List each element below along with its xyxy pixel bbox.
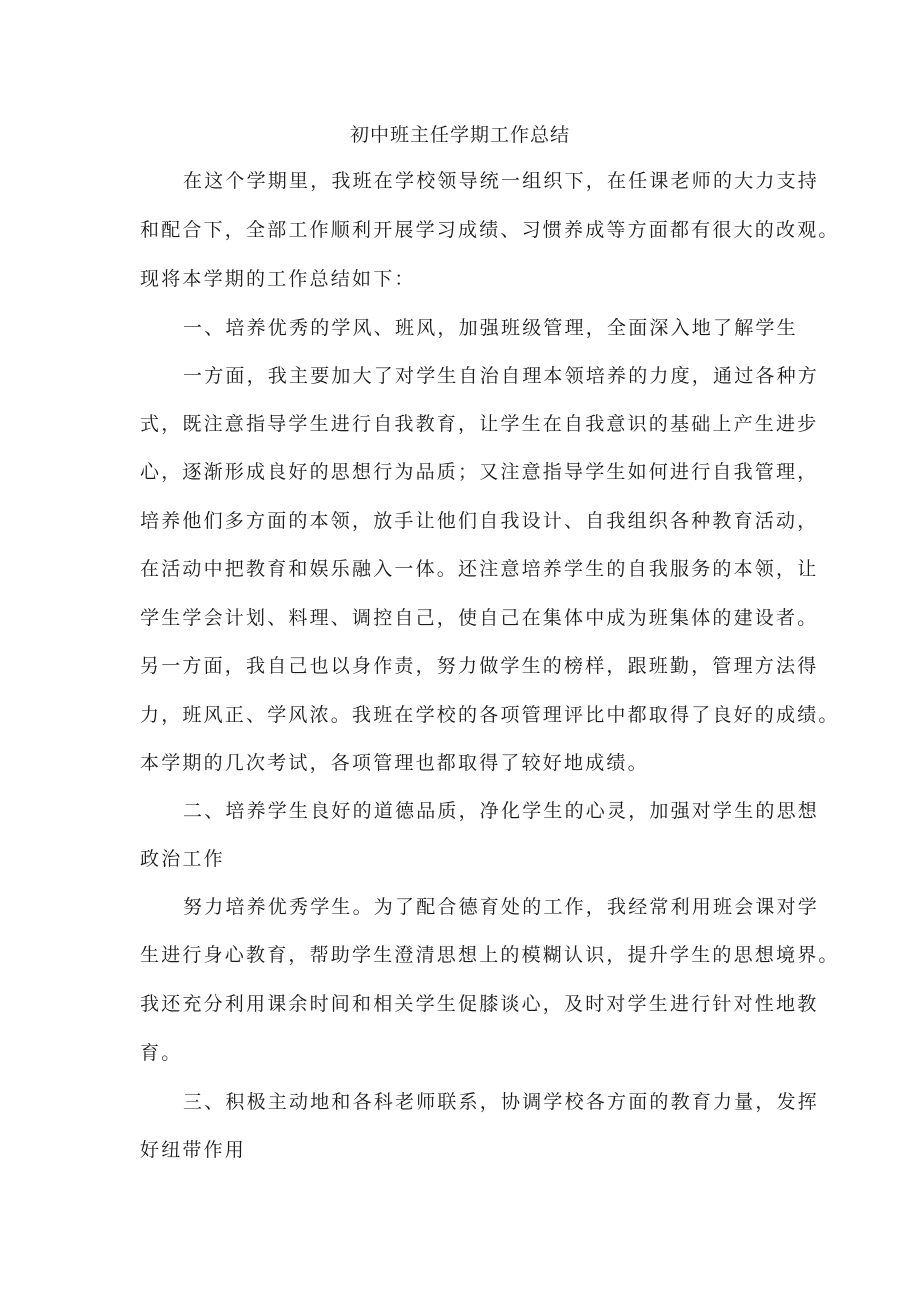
paragraph-line: 本学期的几次考试，各项管理也都取得了较好地成绩。 bbox=[140, 752, 649, 774]
paragraph-line: 力，班风正、学风浓。我班在学校的各项管理评比中都取得了良好的成绩。 bbox=[140, 704, 840, 726]
paragraph-line: 式，既注意指导学生进行自我教育，让学生在自我意识的基础上产生进步 bbox=[140, 413, 819, 435]
paragraph-line: 现将本学期的工作总结如下： bbox=[140, 268, 416, 290]
paragraph-line: 和配合下，全部工作顺利开展学习成绩、习惯养成等方面都有很大的改观。 bbox=[140, 219, 840, 241]
section-heading: 三、积极主动地和各科老师联系，协调学校各方面的教育力量，发挥 bbox=[183, 1091, 820, 1113]
section-heading: 二、培养学生良好的道德品质，净化学生的心灵，加强对学生的思想 bbox=[183, 800, 820, 822]
document-title: 初中班主任学期工作总结 bbox=[349, 124, 570, 146]
paragraph-line: 努力培养优秀学生。为了配合德育处的工作，我经常利用班会课对学 bbox=[183, 896, 820, 918]
paragraph-line: 心，逐渐形成良好的思想行为品质；又注意指导学生如何进行自我管理， bbox=[140, 461, 819, 483]
paragraph-line: 学生学会计划、料理、调控自己，使自己在集体中成为班集体的建设者。 bbox=[140, 607, 819, 629]
paragraph-line: 一方面，我主要加大了对学生自治自理本领培养的力度，通过各种方 bbox=[183, 365, 820, 387]
paragraph-line: 育。 bbox=[140, 1042, 183, 1064]
section-heading: 好纽带作用 bbox=[140, 1139, 247, 1161]
paragraph-line: 我还充分利用课余时间和相关学生促膝谈心，及时对学生进行针对性地教 bbox=[140, 993, 819, 1015]
paragraph-line: 另一方面，我自己也以身作责，努力做学生的榜样，跟班勤，管理方法得 bbox=[140, 655, 819, 677]
paragraph-line: 在活动中把教育和娱乐融入一体。还注意培养学生的自我服务的本领，让 bbox=[140, 558, 819, 580]
paragraph-line: 培养他们多方面的本领，放手让他们自我设计、自我组织各种教育活动， bbox=[140, 510, 819, 532]
section-heading: 政治工作 bbox=[140, 848, 225, 870]
section-heading: 一、培养优秀的学风、班风，加强班级管理，全面深入地了解学生 bbox=[183, 317, 798, 339]
paragraph-line: 生进行身心教育，帮助学生澄清思想上的模糊认识，提升学生的思想境界。 bbox=[140, 944, 840, 966]
paragraph-line: 在这个学期里，我班在学校领导统一组织下，在任课老师的大力支持 bbox=[183, 170, 820, 192]
